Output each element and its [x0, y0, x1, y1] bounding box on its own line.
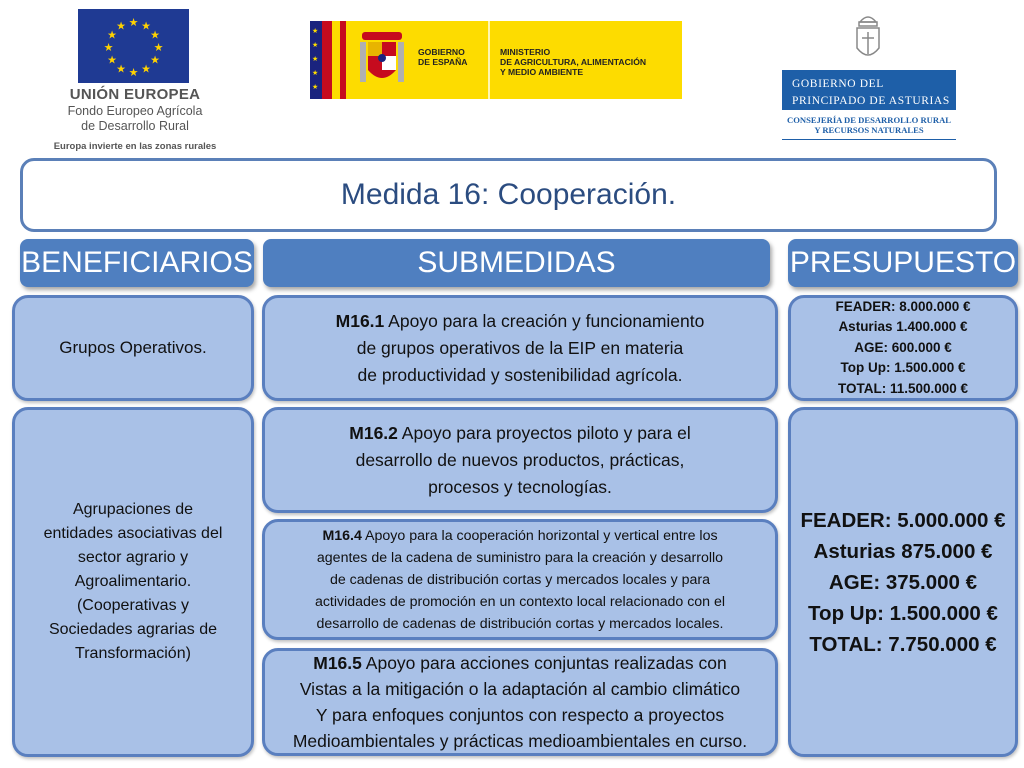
budget-m16-1 — [788, 295, 1018, 401]
svg-text:★: ★ — [150, 53, 160, 67]
spain-ministry-label — [500, 47, 676, 77]
budget-line-topup: Top Up: 1.500.000 € — [840, 360, 966, 376]
spain-min-line2: DE AGRICULTURA, ALIMENTACIÓN — [500, 57, 647, 67]
submeasure-m16-4 — [262, 519, 778, 640]
spain-flag-icon — [310, 21, 346, 99]
budget-line-total: TOTAL: 11.500.000 € — [837, 380, 969, 396]
submeasure-text: Y para enfoques conjuntos con respecto a proyectos — [315, 705, 725, 725]
submeasure-code: M16.5 — [313, 653, 362, 673]
beneficiary-agrupaciones — [12, 407, 254, 757]
asturias-crest-icon — [852, 12, 884, 64]
svg-text:★: ★ — [116, 19, 126, 33]
beneficiary-agrupaciones-line: Agroalimentario. — [74, 573, 192, 590]
submeasure-m16-5 — [262, 648, 778, 756]
beneficiary-agrupaciones-line: entidades asociativas del — [43, 525, 223, 542]
beneficiary-agrupaciones-line: Sociedades agrarias de — [48, 621, 218, 638]
submeasure-text: Medioambientales y prácticas medioambientales en curso. — [292, 731, 748, 751]
svg-text:★: ★ — [312, 69, 319, 77]
submeasure-text: de cadenas de distribución cortas y mercados locales y para — [329, 571, 711, 588]
submeasure-text: Vistas a la mitigación o la adaptación al cambio climático — [299, 679, 741, 699]
eu-slogan: Europa invierte en las zonas rurales — [53, 141, 217, 152]
eu-fund-line2: de Desarrollo Rural — [81, 119, 189, 133]
submeasure-code: M16.4 — [322, 527, 362, 544]
asturias-sub-line2: Y RECURSOS NATURALES — [814, 125, 924, 135]
svg-text:★: ★ — [150, 28, 160, 42]
beneficiary-agrupaciones-line: (Cooperativas y — [76, 597, 190, 614]
submeasure-text: procesos y tecnologías. — [428, 476, 612, 497]
svg-text:★: ★ — [141, 19, 151, 33]
spain-min-line1: MINISTERIO — [500, 47, 551, 57]
submeasure-m16-1 — [262, 295, 778, 401]
spain-government-label — [418, 47, 484, 67]
asturias-line2: PRINCIPADO DE ASTURIAS — [792, 95, 950, 107]
submeasure-text: desarrollo de cadenas de distribución cortas y mercados locales. — [316, 615, 724, 632]
budget-line-age: AGE: 375.000 € — [828, 570, 978, 594]
submeasure-code: M16.1 — [335, 310, 385, 331]
asturias-department-label — [782, 115, 956, 135]
beneficiary-agrupaciones-line: Transformación) — [75, 645, 191, 662]
asturias-line1: GOBIERNO DEL — [792, 78, 884, 90]
header-beneficiarios: BENEFICIARIOS — [20, 239, 254, 287]
beneficiary-agrupaciones-line: sector agrario y — [77, 549, 189, 566]
submeasure-m16-2 — [262, 407, 778, 513]
eu-title: UNIÓN EUROPEA — [69, 86, 201, 103]
svg-text:★: ★ — [312, 83, 319, 91]
svg-text:★: ★ — [107, 28, 117, 42]
submeasure-code: M16.2 — [349, 422, 398, 443]
svg-text:★: ★ — [128, 16, 139, 29]
page-title: Medida 16: Cooperación. — [20, 158, 997, 232]
asturias-government-logo — [782, 70, 956, 110]
spain-coat-of-arms-icon — [356, 28, 408, 92]
beneficiary-grupos-text: Grupos Operativos. — [59, 338, 207, 357]
svg-text:★: ★ — [103, 41, 114, 54]
eu-fund-line1: Fondo Europeo Agrícola — [67, 104, 203, 118]
header-submedidas: SUBMEDIDAS — [263, 239, 770, 287]
submeasure-text: Apoyo para proyectos piloto y para el — [397, 422, 691, 443]
spain-gob-line2: DE ESPAÑA — [418, 57, 468, 67]
budget-line-age: AGE: 600.000 € — [854, 339, 952, 355]
submeasure-text: desarrollo de nuevos productos, prácticas, — [355, 449, 685, 470]
svg-text:★: ★ — [107, 53, 117, 67]
svg-text:★: ★ — [312, 41, 319, 49]
svg-text:★: ★ — [312, 27, 319, 35]
eu-fund-name — [50, 104, 220, 134]
asturias-sub-line1: CONSEJERÍA DE DESARROLLO RURAL — [786, 115, 952, 125]
budget-line-topup: Top Up: 1.500.000 € — [808, 601, 998, 625]
svg-text:★: ★ — [116, 62, 126, 76]
submeasure-text: agentes de la cadena de suministro para la creación y desarrollo — [316, 549, 724, 566]
svg-text:★: ★ — [141, 62, 151, 76]
submeasure-text: de grupos operativos de la EIP en materia — [356, 337, 684, 358]
submeasure-text: Apoyo para la creación y funcionamiento — [384, 310, 705, 331]
submeasure-text: de productividad y sostenibilidad agrícola. — [357, 364, 683, 385]
svg-text:★: ★ — [153, 41, 164, 54]
asturias-underline — [782, 139, 956, 140]
submeasure-text: Apoyo para acciones conjuntas realizadas con — [361, 653, 727, 673]
budget-line-feader: FEADER: 5.000.000 € — [800, 508, 1006, 532]
beneficiary-grupos-operativos — [12, 295, 254, 401]
budget-line-asturias: Asturias 1.400.000 € — [838, 319, 968, 335]
svg-text:★: ★ — [312, 55, 319, 63]
budget-other-submeasures — [788, 407, 1018, 757]
budget-line-total: TOTAL: 7.750.000 € — [809, 632, 997, 656]
spain-logo-divider — [488, 21, 490, 99]
spain-gob-line1: GOBIERNO — [418, 47, 465, 57]
eu-flag-logo — [78, 9, 189, 83]
beneficiary-agrupaciones-line: Agrupaciones de — [72, 501, 194, 518]
budget-line-feader: FEADER: 8.000.000 € — [835, 298, 971, 314]
spain-min-line3: Y MEDIO AMBIENTE — [500, 67, 584, 77]
header-presupuesto: PRESUPUESTO — [788, 239, 1018, 287]
submeasure-text: Apoyo para la cooperación horizontal y vertical entre los — [361, 527, 718, 544]
svg-text:★: ★ — [128, 66, 139, 79]
budget-line-asturias: Asturias 875.000 € — [813, 539, 993, 563]
submeasure-text: actividades de promoción en un contexto local relacionado con el — [314, 593, 726, 610]
